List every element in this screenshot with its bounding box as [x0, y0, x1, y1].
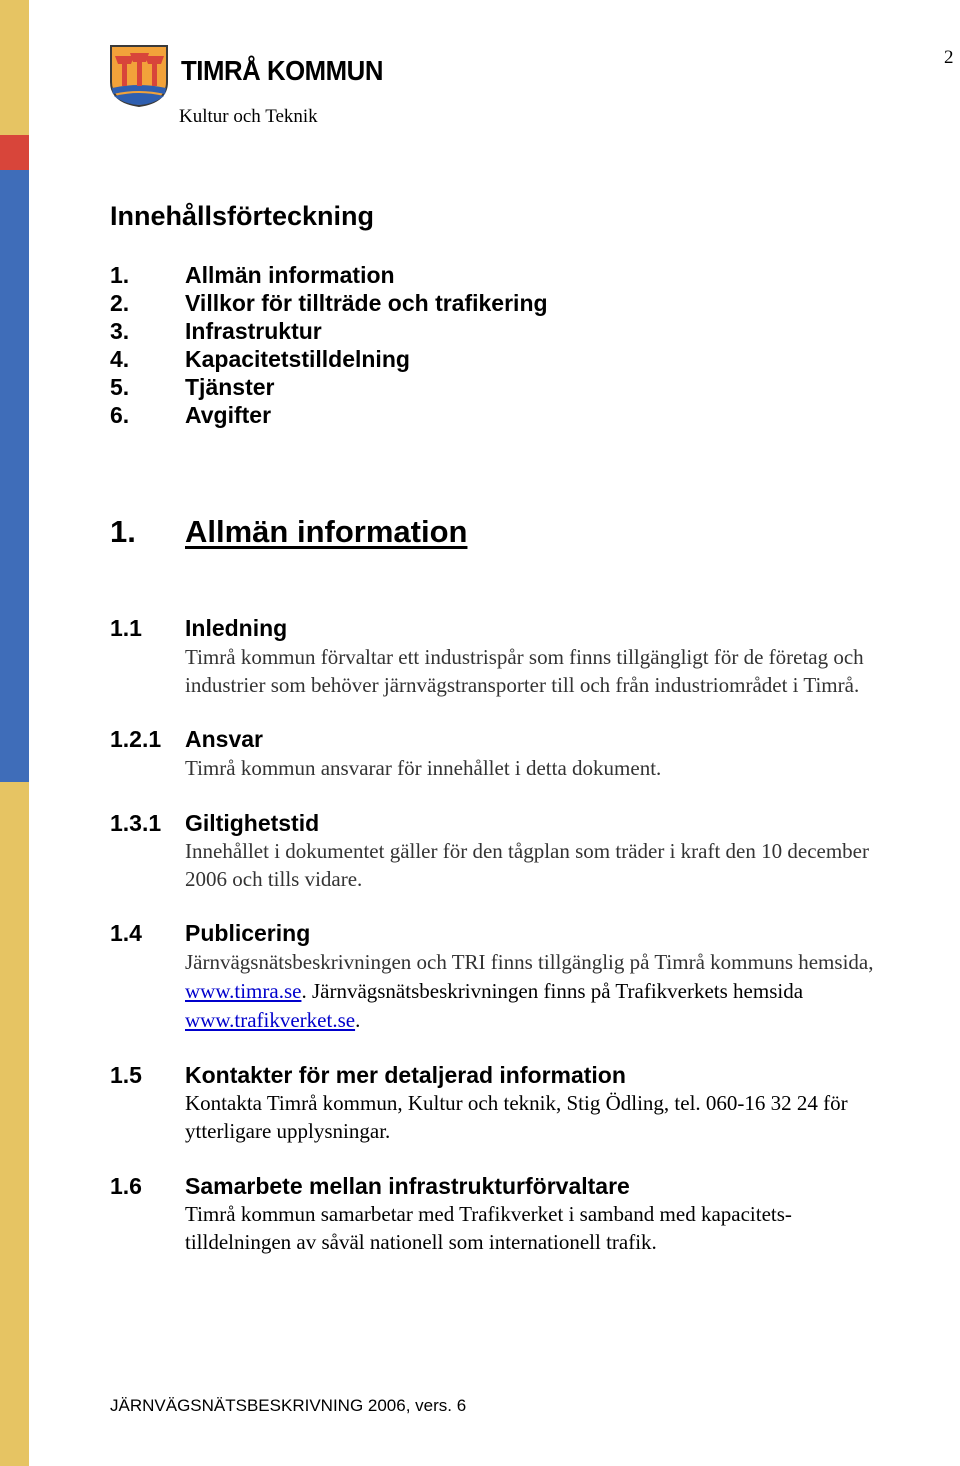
chapter-title: Allmän information: [185, 514, 468, 549]
toc-item-label: Avgifter: [185, 402, 272, 428]
toc-item[interactable]: [110, 318, 548, 346]
section-heading: [110, 1173, 630, 1200]
section-body: [185, 1089, 960, 1145]
body-line: tilldelningen av såväl nationell som internationell trafik.: [185, 1230, 657, 1254]
section-body: [185, 754, 960, 782]
section-heading: [110, 726, 263, 753]
body-text: .: [355, 1008, 361, 1032]
section-body: [185, 1200, 960, 1256]
toc-title: Innehållsförteckning: [110, 201, 375, 231]
section-title: Publicering: [185, 920, 311, 946]
toc-item-number: 5.: [110, 374, 130, 400]
toc-item[interactable]: [110, 402, 548, 430]
body-line: [185, 977, 960, 1006]
chapter-heading: [110, 514, 467, 550]
org-name: TIMRÅ KOMMUN: [181, 55, 383, 86]
body-text: . Järnvägsnätsbeskrivningen finns på Trafikverkets hemsida: [301, 979, 804, 1003]
toc-item-label: Villkor för tillträde och trafikering: [185, 290, 548, 316]
body-line: Innehållet i dokumentet gäller för den tågplan som träder i kraft den 10 december: [185, 839, 869, 863]
section-body: [185, 948, 960, 1035]
body-line: Timrå kommun ansvarar för innehållet i detta dokument.: [185, 756, 662, 780]
toc-item[interactable]: [110, 346, 548, 374]
section-number: 1.3.1: [110, 810, 162, 836]
section-number: 1.2.1: [110, 726, 162, 752]
side-bar-segment: [0, 170, 29, 782]
side-bar-segment: [0, 0, 29, 135]
toc-item-number: 4.: [110, 346, 130, 372]
section-title: Kontakter för mer detaljerad information: [185, 1062, 626, 1088]
toc-item[interactable]: [110, 290, 548, 318]
section-heading: [110, 920, 310, 947]
body-line: 2006 och tills vidare.: [185, 867, 363, 891]
chapter-number: 1.: [110, 514, 136, 549]
section-heading: [110, 810, 319, 837]
section-body: [185, 643, 960, 699]
coat-of-arms-icon: [109, 44, 169, 108]
toc-list: [110, 262, 548, 430]
body-line: Kontakta Timrå kommun, Kultur och teknik, Stig Ödling, tel. 060-16 32 24 för: [185, 1091, 848, 1115]
side-color-bar: [0, 0, 29, 1466]
section-number: 1.5: [110, 1062, 142, 1088]
timra-website-link[interactable]: www.timra.se: [185, 979, 302, 1003]
body-line: Timrå kommun samarbetar med Trafikverket i samband med kapacitets-: [185, 1202, 792, 1226]
toc-item[interactable]: [110, 374, 548, 402]
section-title: Inledning: [185, 615, 288, 641]
body-line: Timrå kommun förvaltar ett industrispår som finns tillgängligt för de företag och: [185, 645, 864, 669]
section-number: 1.4: [110, 920, 142, 946]
section-heading: [110, 1062, 626, 1089]
section-heading: [110, 615, 287, 642]
section-number: 1.6: [110, 1173, 142, 1199]
body-line: ytterligare upplysningar.: [185, 1119, 391, 1143]
department-name: Kultur och Teknik: [179, 106, 318, 127]
trafikverket-website-link[interactable]: www.trafikverket.se: [185, 1008, 356, 1032]
section-title: Ansvar: [185, 726, 263, 752]
toc-item-label: Kapacitetstilldelning: [185, 346, 410, 372]
toc-item-number: 6.: [110, 402, 130, 428]
body-line: industrier som behöver järnvägstransporter till och från industriområdet i Timrå.: [185, 673, 860, 697]
toc-item-number: 1.: [110, 262, 130, 288]
side-bar-segment: [0, 782, 29, 1466]
footer-text: JÄRNVÄGSNÄTSBESKRIVNING 2006, vers. 6: [110, 1396, 467, 1415]
page-number: 2: [944, 47, 954, 68]
toc-item-label: Allmän information: [185, 262, 395, 288]
toc-item-number: 3.: [110, 318, 130, 344]
section-body: [185, 837, 960, 893]
toc-item[interactable]: [110, 262, 548, 290]
body-line: [185, 1006, 960, 1035]
toc-item-label: Tjänster: [185, 374, 275, 400]
body-line: Järnvägsnätsbeskrivningen och TRI finns tillgänglig på Timrå kommuns hemsida,: [185, 950, 874, 974]
section-number: 1.1: [110, 615, 142, 641]
toc-item-number: 2.: [110, 290, 130, 316]
toc-item-label: Infrastruktur: [185, 318, 322, 344]
section-title: Samarbete mellan infrastrukturförvaltare: [185, 1173, 630, 1199]
side-bar-segment: [0, 135, 29, 170]
section-title: Giltighetstid: [185, 810, 320, 836]
